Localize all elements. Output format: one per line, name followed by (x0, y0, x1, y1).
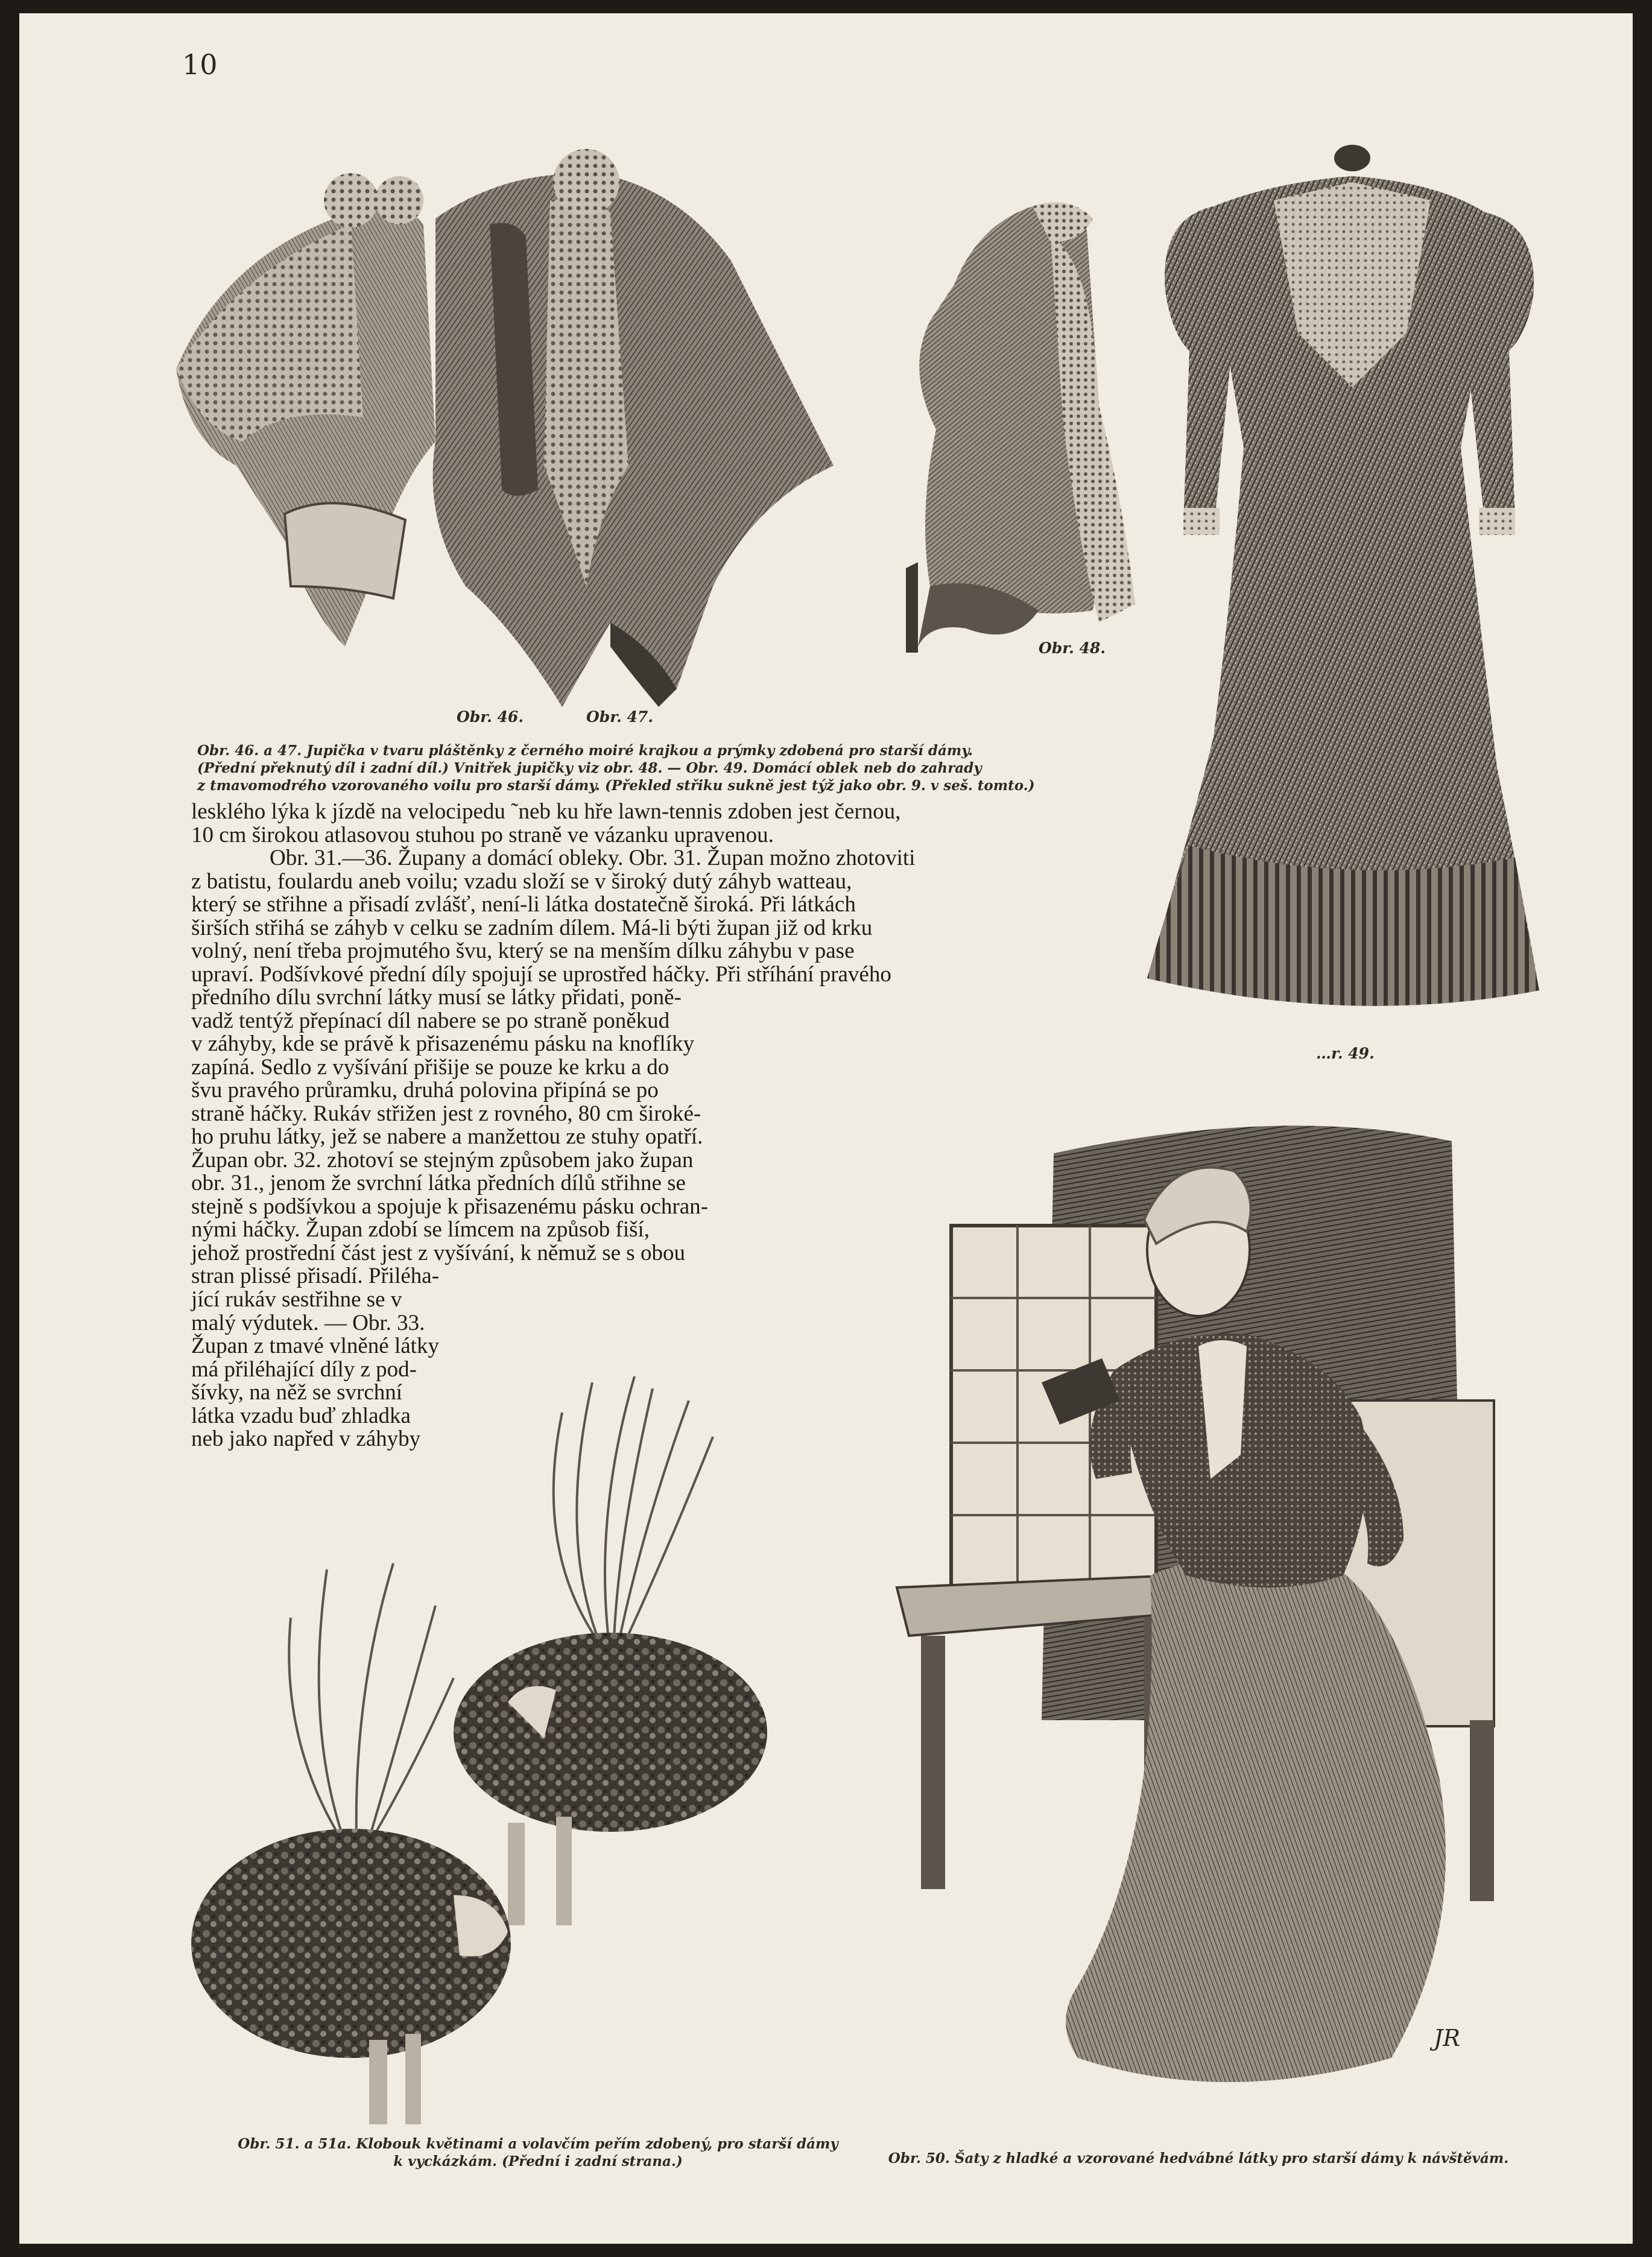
article-line: 10 cm širokou atlasovou stuhou po straně ve vázanku upravenou. (191, 822, 774, 847)
caption-line: (Přední překnutý díl i zadní díl.) Vnitřek jupičky viz obr. 48. — Obr. 49. Domácí oblek neb do zahrady (197, 760, 982, 776)
article-line: ho pruhu látky, jež se nabere a manžettou ze stuhy opatří. (191, 1124, 703, 1149)
illustration-capes-obr-46-47 (152, 128, 948, 731)
capes-engraving (152, 128, 948, 731)
article-line: z batistu, foulardu aneb voilu; vzadu složí se v široký dutý záhyb watteau, (191, 869, 852, 894)
article-line: látka vzadu buď zhladka (191, 1403, 411, 1428)
figure-label-obr-47: Obr. 47. (586, 708, 654, 726)
article-line: vadž tentýž přepínací díl nabere se po straně poněkud (191, 1008, 670, 1033)
article-line: jehož prostřední část jest z vyšívání, k němuž se s obou (191, 1240, 685, 1265)
article-line: Obr. 31.—36. Župany a domácí obleky. Obr. 31. Župan možno zhotoviti (270, 846, 916, 870)
article-line: upraví. Podšívkové přední díly spojují se uprostřed háčky. Při stříhání pravého (191, 961, 891, 987)
article-line: Župan z tmavé vlněné látky (191, 1334, 439, 1358)
magazine-page (19, 13, 1633, 2244)
caption-line: Obr. 50. Šaty z hladké a vzorované hedvábné látky pro starší dámy k návštěvám. (888, 2150, 1509, 2167)
article-line: stejně s podšívkou a spojuje k přisazenému pásku ochran- (191, 1194, 708, 1219)
page-number: 10 (182, 48, 218, 81)
illustration-seated-lady-obr-50 (861, 1117, 1524, 2124)
article-line: předního dílu svrchní látky musí se látky přidati, poně- (191, 985, 682, 1010)
article-line: jící rukáv sestřihne se v (191, 1287, 402, 1312)
figure-label-obr-49: …r. 49. (1316, 1045, 1375, 1062)
caption-line: z tmavomodrého vzorovaného voilu pro starší dámy. (Překled střiku sukně jest týž jako obr. 9. v seš. tomto.) (197, 777, 1035, 794)
article-line: který se střihne a přisadí zvlášť, není-li látka dostatečně široká. Při látkách (191, 892, 856, 917)
article-line: volný, není třeba projmutého švu, který se na menším dílku záhybu v pase (191, 939, 855, 963)
article-wide-block (191, 800, 1093, 986)
article-line: straně háčky. Rukáv střižen jest z rovného, 80 cm široké- (191, 1101, 701, 1126)
caption-obr-46-49 (197, 742, 1105, 794)
article-line: má přiléhající díly z pod- (191, 1356, 417, 1382)
article-medium-block (191, 986, 828, 1288)
artist-signature: JR (1434, 2025, 1460, 2051)
caption-obr-51 (191, 2135, 885, 2170)
caption-line: Obr. 51. a 51a. Klobouk květinami a volavčím peřím zdobený, pro starší dámy (238, 2136, 838, 2152)
illustration-hats-obr-51 (170, 1364, 815, 2136)
article-line: nými háčky. Župan zdobí se límcem na způsob fiší, (191, 1217, 650, 1242)
caption-line: Obr. 46. a 47. Jupička v tvaru pláštěnky z černého moiré krajkou a prýmky zdobená pro starší dámy. (197, 742, 973, 759)
article-line: Župan obr. 32. zhotoví se stejným způsobem jako župan (191, 1147, 694, 1173)
caption-line: k vyckázkám. (Přední i zadní strana.) (393, 2153, 683, 2170)
caption-obr-50 (864, 2150, 1533, 2167)
article-line: zapíná. Sedlo z vyšívání přišije se pouze ke krku a do (191, 1054, 669, 1080)
standing-dress-engraving (1123, 134, 1545, 1069)
article-line: švu pravého průramku, druhá polovina připíná se po (191, 1078, 659, 1103)
article-line: v záhyby, kde se právě k přisazenému pásku na knoflíky (191, 1031, 694, 1056)
article-line: širších střihá se záhyb v celku se zadním dílem. Má-li býti župan již od krku (191, 915, 873, 940)
article-line: malý výdutek. — Obr. 33. (191, 1310, 425, 1335)
figure-label-obr-48: Obr. 48. (1039, 639, 1106, 657)
article-line: neb jako napřed v záhyby (191, 1426, 421, 1451)
seated-lady-engraving (861, 1117, 1524, 2124)
article-line: šívky, na něž se svrchní (191, 1380, 403, 1405)
hats-engraving (170, 1364, 815, 2136)
illustration-dress-obr-49 (1123, 134, 1545, 1069)
figure-label-obr-46: Obr. 46. (457, 708, 524, 726)
article-line: stran plissé přisadí. Přiléha- (191, 1264, 440, 1288)
article-line: lesklého lýka k jízdě na velocipedu ˜neb ku hře lawn-tennis zdoben jest černou, (191, 799, 901, 824)
article-line: obr. 31., jenom že svrchní látka předních dílů střihne se (191, 1171, 686, 1195)
